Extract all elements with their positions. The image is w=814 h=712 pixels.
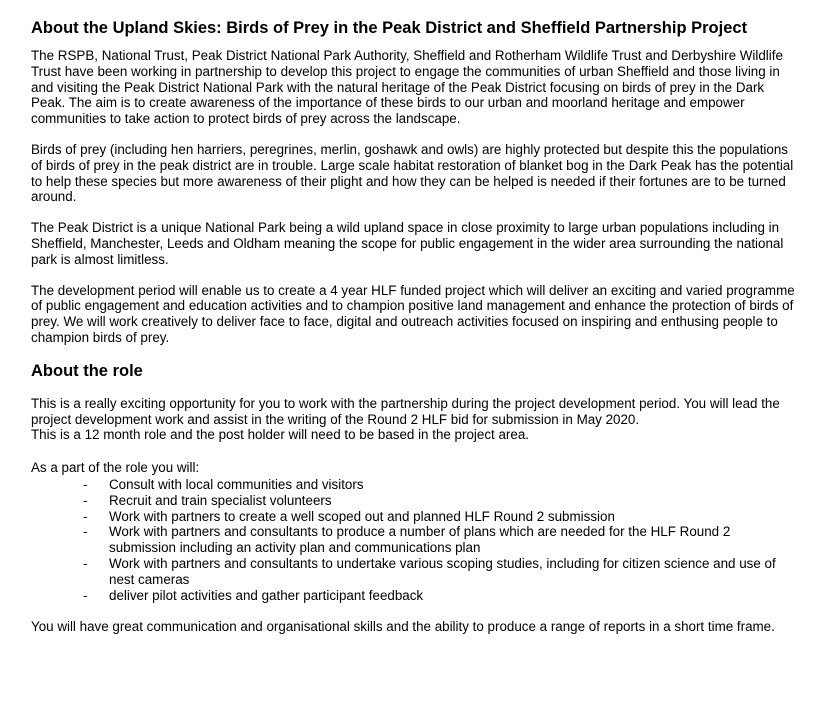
list-item: [31, 524, 799, 556]
list-bullet: -: [83, 555, 88, 571]
intro-paragraph-birds-of-prey: Birds of prey (including hen harriers, peregrines, merlin, goshawk and owls) are highly protected but despite this the populations of birds of prey in the peak district are in trouble. Large scale habitat restoration of blanket bog in the Dark Peak has the potential to help these species but more awareness of their plight and how they can be helped is needed if their fortunes are to be turned around.: [31, 141, 794, 205]
list-bullet: -: [83, 476, 88, 492]
closing-paragraph: You will have great communication and organisational skills and the ability to produce a range of reports in a short time frame.: [31, 619, 775, 635]
intro-paragraph-peak-district: The Peak District is a unique National Park being a wild upland space in close proximity to large urban populations including in Sheffield, Manchester, Leeds and Oldham meaning the scope for public engagement in the wider area surrounding the national park is almost limitless.: [31, 220, 784, 267]
list-item-text: Work with partners to create a well scoped out and planned HLF Round 2 submission: [109, 508, 615, 524]
list-bullet: -: [83, 587, 88, 603]
list-bullet: -: [83, 524, 88, 540]
list-item: [31, 509, 799, 525]
intro-paragraph-partnership: The RSPB, National Trust, Peak District National Park Authority, Sheffield and Rotherham Wildlife Trust and Derbyshire Wildlife Trust have been working in partnership to develop this project to engage the communities of urban Sheffield and those living in and visiting the Peak District National Park with the natural heritage of the Peak District focusing on birds of prey in the Dark Peak. The aim is to create awareness of the importance of these birds to our urban and moorland heritage and empower communities to take action to protect birds of prey across the landscape.: [31, 48, 783, 127]
list-item: [31, 477, 799, 493]
list-bullet: -: [83, 508, 88, 524]
list-item: [31, 556, 799, 588]
role-description-duration: This is a 12 month role and the post holder will need to be based in the project area.: [31, 427, 529, 443]
list-item-text: Recruit and train specialist volunteers: [109, 492, 332, 508]
role-heading: About the role: [31, 361, 143, 380]
list-item-text: Work with partners and consultants to produce a number of plans which are needed for the HLF Round 2 submission including an activity plan and communications plan: [109, 524, 731, 556]
document-title: About the Upland Skies: Birds of Prey in the Peak District and Sheffield Partnership Project: [31, 19, 748, 37]
list-item-text: deliver pilot activities and gather participant feedback: [109, 587, 424, 603]
list-item: [31, 588, 799, 604]
role-description-main: This is a really exciting opportunity for you to work with the partnership during the project development period. You will lead the project development work and assist in the writing of the Round 2 HLF bid for submission in May 2020.: [31, 395, 780, 427]
list-item-text: Work with partners and consultants to undertake various scoping studies, including for citizen science and use of nest cameras: [109, 555, 776, 587]
duties-intro: As a part of the role you will:: [31, 460, 200, 476]
list-item: [31, 493, 799, 509]
list-item-text: Consult with local communities and visitors: [109, 476, 364, 492]
intro-paragraph-development-period: The development period will enable us to create a 4 year HLF funded project which will deliver an exciting and varied programme of public engagement and education activities and to champion positive land management and enhance the protection of birds of prey. We will work creatively to deliver face to face, digital and outreach activities focused on inspiring and enthusing people to champion birds of prey.: [31, 282, 795, 345]
duties-list: [31, 477, 794, 603]
list-bullet: -: [83, 492, 88, 508]
role-description: [31, 396, 799, 443]
